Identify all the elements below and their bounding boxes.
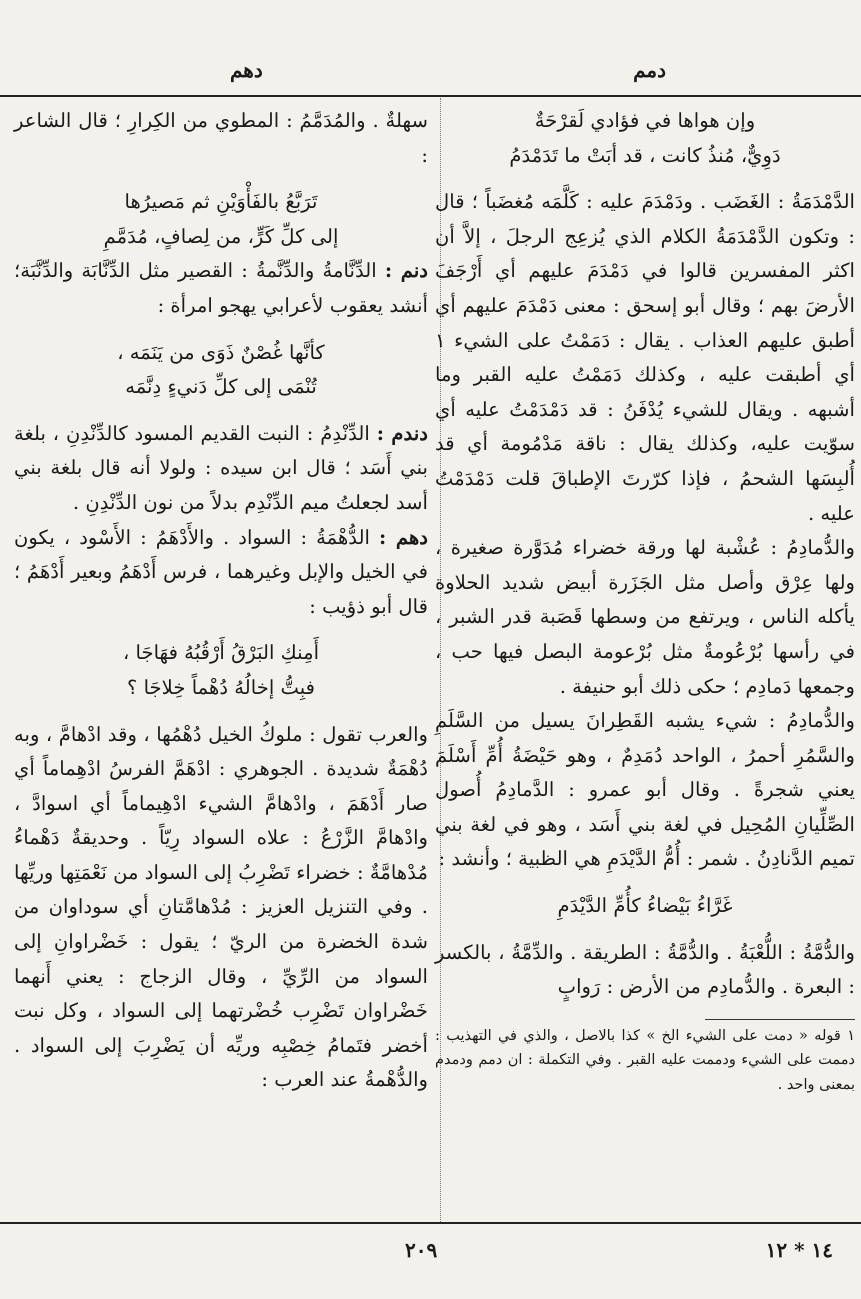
verse-line: كأنَّها غُصْنٌ ذَوَى من يَنَمَه ،	[117, 340, 325, 364]
entry-text: الدُّهْمَةُ : السواد . والأَدْهَمُ : الأَسْود ، يكون في الخيل والإبل وغيرهما ، فرس أَدْهَمُ وبعير أَدْهَمُ ؛ قال أبو ذؤيب :	[14, 525, 428, 618]
entry-paragraph: والدُّمَّةُ : اللُّعْبَةُ . والدُّمَّةُ : الطريقة . والدِّمَّةُ ، بالكسر : البعرة . والدُّمادِم من الأرض : رَوابٍ	[435, 940, 855, 999]
entry-text: الدِّنْدِمُ : النبت القديم المسود كالدِّنْدِنِ ، بلغة بني أَسَد ؛ قال ابن سيده : ولولا أنه قال بلغة بني أسد لجعلتُ ميم الدِّنْدِم بدلاً من نون الدِّنْدِنِ .	[14, 421, 428, 514]
entry-headword: دهم :	[379, 525, 428, 549]
entry-paragraph	[14, 417, 428, 521]
verse-line: وإن هواها في فؤادي لَقرْحَةٌ	[534, 109, 756, 132]
entry-paragraph: والدُّمادِمُ : شيء يشبه القَطِرانَ يسيل من السَّلَمِ والسَّمُرِ أحمرُ ، الواحد دُمَدِمٌ ، وهو حَيْضَةُ أُمِّ أَسْلَمَ يعني شجرةً . وقال أبو عمرو : الدَّمادِمُ أُصول الصِّلِّيانِ المُحِيل في لغة بني أَسَد ، وهو في لغة بني تميم الدَّنادِنُ . شمر : أُمُّ الدَّيْدَمِ هي الظبية ؛ وأنشد :	[435, 709, 855, 871]
header-rule	[0, 95, 861, 97]
verse-line: تُنْمَى إلى كلِّ دَنيءٍ دِنَّمَه	[125, 375, 317, 399]
footnote-rule	[705, 1019, 855, 1020]
verse-line: دَوِيٌّ، مُنذُ كانت ، قد أبَتْ ما تَدَمْدَمُ	[509, 143, 781, 167]
verse-line: إلى كلِّ كَرٍّ، من لِصافٍ، مُدَمَّمِ	[103, 224, 339, 248]
left-column	[14, 104, 428, 1098]
entry-headword: دنم :	[384, 259, 428, 283]
page-header	[0, 52, 861, 92]
footnote: ١ قوله « دمت على الشيء الخ » كذا بالاصل ، والذي في التهذيب : دممت على الشيء ودممت عليه القبر . وفي التكملة : ان دمم ودمدم بمعنى واحد .	[435, 1027, 855, 1093]
verse-line: تَرَبَّعُ بالفَأْوَيْنِ ثم مَصيرُها	[124, 190, 318, 214]
page-footer	[0, 1236, 861, 1272]
entry-paragraph	[14, 254, 428, 323]
signature-mark: ١٤ * ١٢	[765, 1238, 833, 1262]
entry-text: الدِّنَّامةُ والدِّنَّمةُ : القصير مثل الدِّنَّابَة والدِّنَّبَة؛ أنشد يعقوب لأعرابي يهجو امرأة :	[14, 259, 428, 317]
entry-paragraph	[14, 521, 428, 625]
entry-paragraph: والعرب تقول : ملوكُ الخيل دُهْمُها ، وقد ادْهامَّ ، وبه دُهْمَةٌ شديدة . الجوهري : ادْهَمَّ الفرسُ ادْهِماماً أي صار أَدْهَمَ ، وادْهامَّ الشيء ادْهِيماماً أي اسوادَّ ، وادْهامَّ الزَّرْعُ : علاه السواد رِيّاً . وحديقةٌ دَهْماءُ مُدْهامَّةٌ : خضراء تَضْرِبُ إلى السواد من نَعْمَتِها وريِّها . وفي التنزيل العزيز : مُدْهامَّتانِ أي سوداوان من شدة الخضرة من الريّ ؛ يقول : خَضْراوانِ إلى السواد من الرِّيِّ ، وقال الزجاج : يعني أَنهما خَضْراوان تَضْرِب خُضْرتهما إلى السواد ، وكل نبت أخضر فتَمامُ خِصْبِه وريِّه أن يَضْرِبَ إلى السواد . والدُّهْمةُ عند العرب :	[14, 722, 428, 1092]
verse-line: فبِتُّ إخالُهُ دُهْماً خِلاجَا ؟	[126, 675, 316, 699]
header-right-word: دمم	[633, 58, 666, 82]
entry-paragraph: والدُّمادِمُ : عُشْبة لها ورقة خضراء مُدَوَّرة صغيرة ، ولها عِرْق وأصل مثل الجَزَرة أبيض شديد الحلاوة يأكله الناس ، ويرتفع من وسطها قَصَبة قدر الشبر ، في رأسها بُرْعُومةٌ مثل بُرْعومة البصل فيها حب ، وجمعها دَمادِم ؛ حكى ذلك أبو حنيفة .	[435, 536, 855, 698]
entry-headword: دندم :	[376, 421, 428, 445]
page-number: ٢٠٩	[405, 1238, 438, 1262]
entry-paragraph: الدَّمْدَمَةُ : الغَضَب . ودَمْدَمَ عليه : كَلَّمَه مُغضَباً ؛ قال : وتكون الدَّمْدَمَةُ الكلام الذي يُزعِج الرجلَ ، إلاَّ أن اكثر المفسرين قالوا في دَمْدَمَ عليهم أي أَرْجَفَ الأرضَ بهم ؛ وقال أبو إسحق : معنى دَمْدَمَ عليهم أي أطبق عليهم العذاب . يقال : دَمَمْتُ على الشيء ١ أي أطبقت عليه ، وكذلك دَمَمْتُ عليه القبر وما أشبهه . ويقال للشيء يُدْفَنُ : قد دَمْدَمْتُ عليه أي سوّيت عليه، وكذلك يقال : ناقة مَدْمُومة أي قد أُلبِسَها الشحمُ ، فإذا كرّرتَ الإطباقَ قلت دَمْدَمْتُ عليه .	[435, 190, 855, 525]
verse-line: غَرَّاءُ بَيْضاءُ كأُمِّ الدَّيْدَمِ	[557, 894, 733, 918]
verse-line: أَمِنكِ البَرْقُ أَرْقُبُهُ فهَاجَا ،	[122, 641, 320, 665]
header-left-word: دهم	[230, 58, 263, 82]
right-column	[435, 104, 855, 1097]
entry-paragraph: سهلةٌ . والمُدَمَّمُ : المطوي من الكِرارِ ؛ قال الشاعر :	[14, 109, 428, 167]
footer-rule	[0, 1222, 861, 1224]
